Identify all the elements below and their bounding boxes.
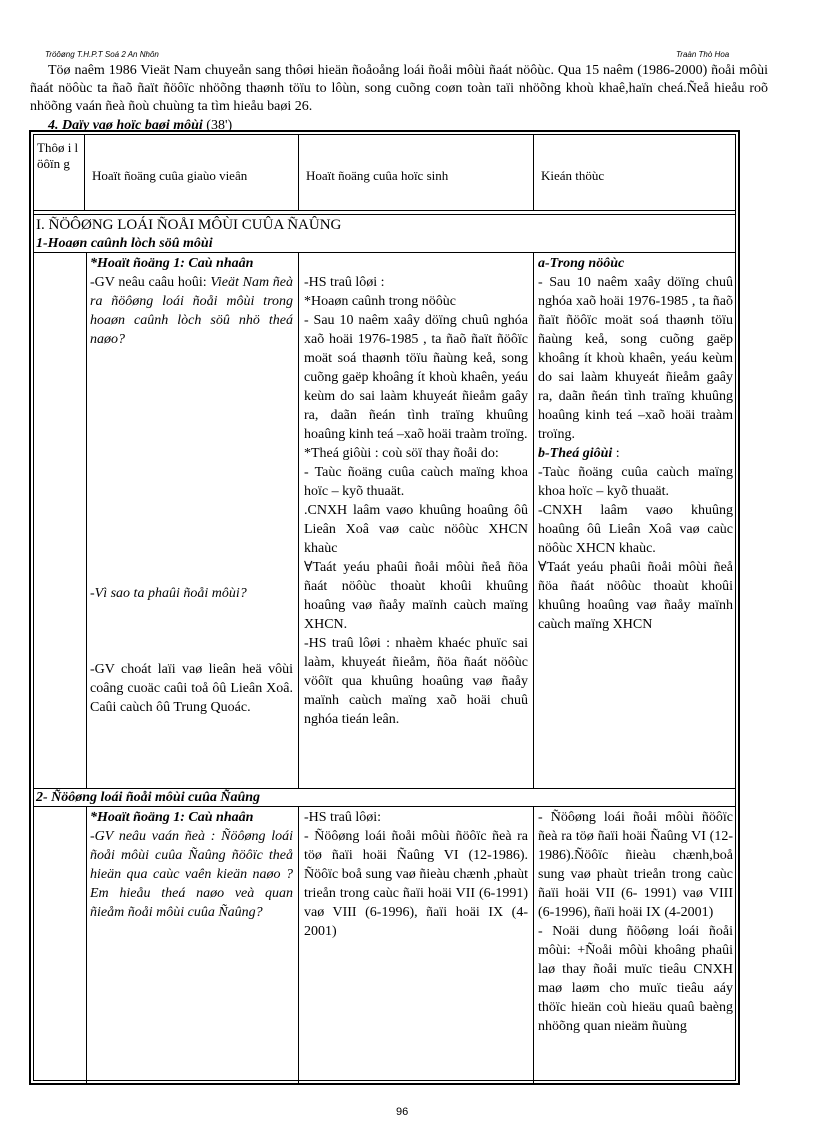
header-knowledge: Kieán thöùc — [541, 168, 605, 183]
row1-knowledge-cell — [538, 254, 733, 634]
col3-line-row1 — [533, 252, 534, 788]
col2-line-header — [298, 134, 299, 211]
knowledge-b-line: ∀Taát yeáu phaûi ñoåi môùi ñeå ñöa ñaát nöôùc thoaùt khoûi khuûng hoaûng vaø ñaåy maïnh caùch maïng XHCN — [538, 560, 733, 632]
row1-student-line: - Sau 10 naêm xaây döïng chuû nghóa xaõ hoäi 1976-1985 , ta ñaõ ñaït ñöôïc moät soá thaønh töïu ñaùng keå, song cuõng gaëp khoâng ít khoù khaên, yeáu keùm do sai laàm khuyeát ñieåm gaây ra, daãn ñeán tình traïng khuûng hoaûng kinh teá –xaõ hoäi traàm troïng. — [304, 313, 528, 442]
header-teacher: Hoaït ñoäng cuûa giaùo vieân — [92, 168, 248, 183]
col1-line-row1 — [86, 252, 87, 788]
col3-line-header — [533, 134, 534, 211]
row2-knowledge-cell — [538, 808, 733, 1083]
knowledge-b-heading: b-Theá giôùi — [538, 446, 613, 461]
col2-line-row1 — [298, 252, 299, 788]
intro-paragraph — [30, 62, 768, 116]
row2-knowledge-line: - Ñöôøng loái ñoåi môùi ñöôïc ñeà ra töø ñaïi hoäi Ñaûng VI (12- 1986).Ñöôïc ñieàu chænh,boå sung vaø phaùt trieån trong caùc ñaïi hoäi VII (6- 1991) vaø VIII (6-1996), ñaïi hoäi IX (4-2001) — [538, 810, 733, 920]
row1-teacher-q3: -GV choát laïi vaø lieân heä vôùi coâng cuoäc caûi toå ôû Lieân Xoâ. Caûi caùch ôû Trung Quoác. — [90, 662, 293, 715]
knowledge-b-line: -Taùc ñoäng cuûa caùch maïng khoa hoïc – kyõ thuaät. — [538, 465, 733, 499]
knowledge-b-line: -CNXH laâm vaøo khuûng hoaûng ôû Lieân Xoâ vaø caùc nöôùc XHCN khaùc. — [538, 503, 733, 556]
sub-heading-1: 1-Hoaøn caûnh lòch söû môùi — [36, 236, 213, 251]
row1-student-cell — [304, 273, 528, 729]
row2-student-line: - Ñöôøng loái ñoåi môùi ñöôïc ñeà ra töø ñaïi hoäi Ñaûng VI (12-1986). Ñöôïc boå sung vaø ñieàu chænh ,phaùt trieån trong caùc ñaïi hoäi VII (6-1991) vaø VIII (6-1996), ñaïi hoäi IX (4-2001) — [304, 829, 528, 939]
row1-teacher-q1: Vieät Nam ñeà ra ñöôøng loái ñoåi môùi trong hoaøn caûnh lòch söû nhö theá naøo? — [90, 275, 293, 347]
header-student: Hoaït ñoäng cuûa hoïc sinh — [306, 168, 449, 183]
row1-student-line: *Theá giôùi : coù söï thay ñoåi do: — [304, 446, 499, 461]
row1-student-line: ∀Taát yeáu phaûi ñoåi môùi ñeå ñöa ñaát nöôùc thoaùt khoûi khuûng hoaûng vaø ñaåy maïnh caùch maïng XHCN. — [304, 560, 528, 632]
row1-student-line: - Taùc ñoäng cuûa caùch maïng khoa hoïc – kyõ thuaät. — [304, 465, 528, 499]
col1-line-header — [84, 134, 85, 211]
row2-student-line: -HS traû lôøi: — [304, 810, 381, 825]
row2-teacher-cell — [90, 808, 293, 922]
lesson-table — [29, 130, 740, 1085]
knowledge-a-heading: a-Trong nöôùc — [538, 256, 625, 271]
row1-teacher-q1-prefix: -GV neâu caâu hoûi: — [90, 275, 211, 290]
col2-line-row2 — [298, 806, 299, 1085]
row1-teacher-q2: -Vì sao ta phaûi ñoåi môùi? — [90, 586, 247, 601]
row2-teacher-question: -GV neâu vaán ñeà : Ñöôøng loái ñoåi môùi cuûa Ñaûng ñöôïc theå hieän qua caùc vaên kieän naøo ? Em hieåu theá naøo veà quan ñieåm ñoåi môùi cuûa Ñaûng? — [90, 829, 293, 920]
section-1-title: I. ÑÖÔØNG LOÁI ÑOÅI MÔÙI CUÛA ÑAÛNG — [36, 217, 342, 233]
header-author: Traàn Thò Hoa — [676, 50, 730, 59]
row1-student-line: *Hoaøn caûnh trong nöôùc — [304, 294, 457, 309]
row2-teacher-heading: *Hoaït ñoäng 1: Caù nhaân — [90, 810, 254, 825]
section-4-time: (38') — [202, 118, 233, 133]
page-number: 96 — [396, 1106, 409, 1118]
sub-heading-2: 2- Ñöôøng loái ñoåi môùi cuûa Ñaûng — [36, 790, 261, 805]
knowledge-b-colon: : — [612, 446, 620, 461]
section-4-label: 4. Daïy vaø hoïc baøi môùi — [48, 118, 203, 133]
header-divider — [33, 210, 736, 211]
row1-student-line: .CNXH laâm vaøo khuûng hoaûng ôû Lieân Xoâ vaø caùc nöôùc XHCN khaùc — [304, 503, 528, 556]
row1-student-line: -HS traû lôøi : nhaèm khaéc phuïc sai laàm, khuyeát ñieåm, ñöa ñaát nöôùc vöôït qua khuûng hoaûng vaø ñaåy maïnh caùch maïng xaõ hoäi chuû nghóa tieán leân. — [304, 636, 528, 727]
col3-line-row2 — [533, 806, 534, 1085]
row1-teacher-cell — [90, 254, 293, 349]
row1-student-line: -HS traû lôøi : — [304, 275, 385, 290]
row1-teacher-heading: *Hoaït ñoäng 1: Caù nhaân — [90, 256, 254, 271]
knowledge-a-text: - Sau 10 naêm xaây döïng chuû nghóa xaõ hoäi 1976-1985 , ta ñaõ ñaït ñöôïc moät soá thaønh töïu ñaùng keå, song cuõng gaëp khoâng ít khoù khaên, yeáu keùm do sai laàm khuyeát ñieåm gaây ra, daãn ñeán tình traïng khuûng hoaûng kinh teá –xaõ hoäi traàm troïng. — [538, 275, 733, 442]
header-time: Thôø i löôïn g — [37, 140, 79, 171]
col1-line-row2 — [86, 806, 87, 1085]
header-divider-double — [33, 214, 736, 215]
header-school: Tröôøng T.H.P.T Soá 2 An Nhôn — [45, 50, 159, 59]
intro-text: Töø naêm 1986 Vieät Nam chuyeån sang thôøi hieän ñoåoång loái ñoåi môùi ñaát nöôùc. Qua 15 naêm (1986-2000) ñoåi môùi ñaát nöôùc ta ñaõ ñaït ñöôïc nhöõng thaønh töïu to lôùn, song cuõng coøn toàn taïi nhöõng khoù khaê,haïn cheá.Ñeå hieåu roõ nhöõng vaán ñeà ñoù chuùng ta tìm hieåu baøi 26. — [30, 63, 768, 114]
row2-student-cell — [304, 808, 528, 941]
row2-knowledge-line: - Noäi dung ñöôøng loái ñoåi môùi: +Ñoåi môùi khoâng phaûi laø thay ñoåi muïc tieâu CNXH maø laøm cho muïc tieâu aáy thöïc hieän coù hieäu quaû baèng nhöõng quan nieäm ñuùng — [538, 924, 733, 1034]
